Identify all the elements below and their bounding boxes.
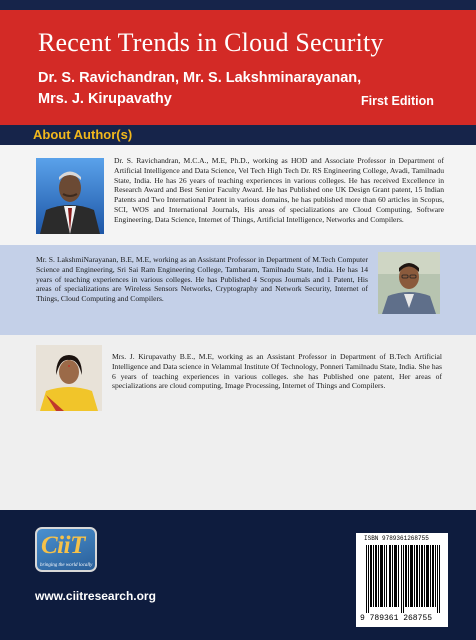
isbn-barcode	[356, 533, 448, 627]
about-authors-heading: About Author(s)	[33, 127, 133, 142]
top-navy-strip	[0, 0, 476, 10]
isbn-label: ISBN 9789361268755	[364, 535, 429, 542]
author-portrait-1-icon	[36, 158, 104, 234]
barcode-bars-icon	[366, 545, 440, 613]
isbn-number: 9 789361 268755	[360, 614, 433, 623]
author-bio-3: Mrs. J. Kirupavathy B.E., M.E, working as an Assistant Professor in Department of B.Tech Artificial Intelligence and Data science in Velammal Institute Of Technology, Ponneri Tamilnadu State, India. She has 6 years of teaching experiences in various colleges. she has Published one patent, Her areas of specializations are cloud computing, Image Processing, Internet of Things and Compilers.	[112, 352, 442, 391]
author-bio-1: Dr. S. Ravichandran, M.C.A., M.E, Ph.D., working as HOD and Associate Professor in Department of Artificial Intelligence and Data Science, Vel Tech High Tech Dr. RS Engineering College, Avadi, Tamilnadu State, India. He has 26 years of teaching experiences in various colleges. He has received Excellence in Research Award and Best Senior Faculty Award. He has Published one UK Design Grant patent, 15 Indian Patents and Two International Patent in various domains, he has published more than 60 articles in Scopus, SCI, WOS and International Journals, His areas of specializations are Cloud Computing, Software Engineering, Data Science, Internet of Things, Artificial Intelligence, Networks and Compilers.	[114, 156, 444, 224]
book-title: Recent Trends in Cloud Security	[38, 28, 384, 57]
publisher-website: www.ciitresearch.org	[35, 589, 156, 603]
author-portrait-3-icon	[36, 345, 102, 411]
about-authors-bar	[0, 125, 476, 145]
logo-text: CiiT	[41, 532, 85, 559]
edition-label: First Edition	[361, 94, 434, 108]
logo-tagline: bringing the world locally	[40, 563, 93, 568]
ciit-logo	[35, 527, 97, 572]
author-bio-2: Mr. S. LakshmiNarayanan, B.E, M.E, working as an Assistant Professor in Department of M.Tech Computer Science and Engineering, Sri Sai Ram Engineering College, Tambaram, Tamilnadu State, India. He has 14 years of teaching experiences in various colleges. He has Published 4 Scopus Journals and 1 Patent, His areas of specializations are Wireless Sensors Networks, Cryptography and Network Security, Internet of Things, Cloud Computing and Compilers.	[36, 255, 368, 304]
author-portrait-2-icon	[378, 252, 440, 314]
author-names-line-1: Dr. S. Ravichandran, Mr. S. Lakshminarayanan,	[38, 70, 362, 86]
author-names-line-2: Mrs. J. Kirupavathy	[38, 91, 172, 107]
